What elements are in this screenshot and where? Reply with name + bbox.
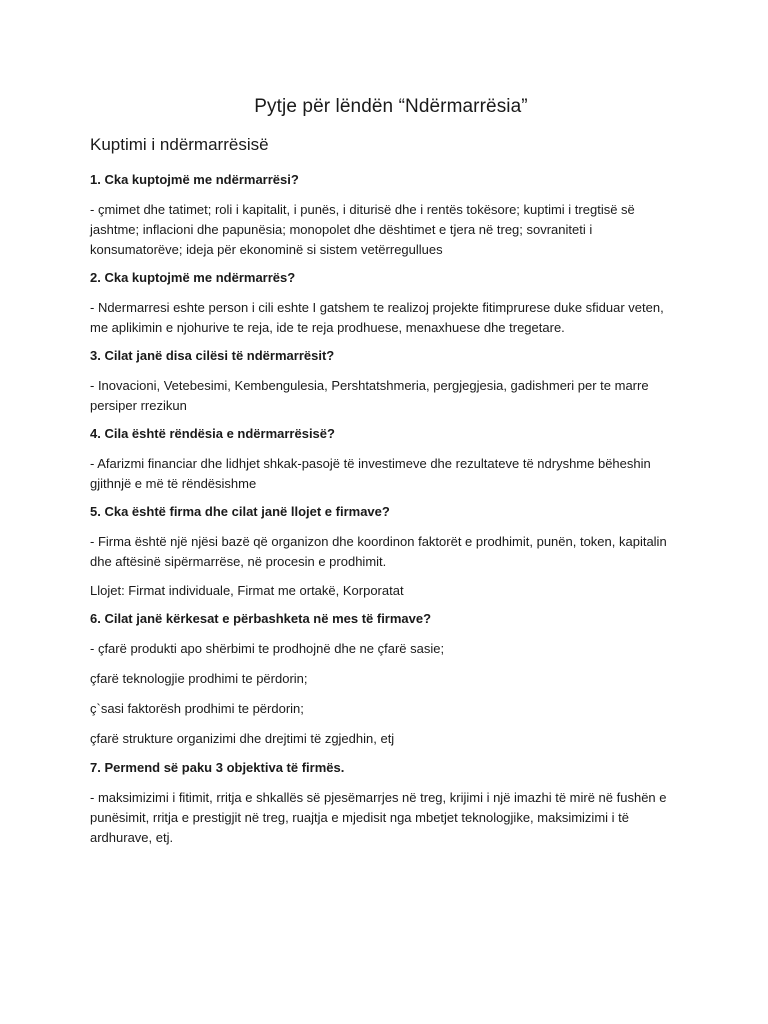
question-7: 7. Permend së paku 3 objektiva të firmës. [90, 760, 345, 775]
question-5: 5. Cka është firma dhe cilat janë llojet e firmave? [90, 504, 390, 519]
answer-3: - Inovacioni, Vetebesimi, Kembengulesia, Pershtatshmeria, pergjegjesia, gadishmeri per te marre persiper rrezikun [90, 378, 649, 413]
answer-6-item-4: çfarë strukture organizimi dhe drejtimi të zgjedhin, etj [90, 731, 395, 746]
document-title: Pytje për lëndën “Ndërmarrësia” [254, 96, 528, 117]
answer-6-item-2: çfarë teknologjie prodhimi te përdorin; [90, 671, 308, 686]
question-4: 4. Cila është rëndësia e ndërmarrësisë? [90, 426, 335, 441]
answer-5-types: Llojet: Firmat individuale, Firmat me ortakë, Korporatat [90, 583, 404, 598]
question-1: 1. Cka kuptojmë me ndërmarrësi? [90, 172, 299, 187]
document-content [90, 96, 680, 857]
answer-1: - çmimet dhe tatimet; roli i kapitalit, i punës, i diturisë dhe i rentës tokësore; kuptimi i tregtisë së jashtme; inflacioni dhe papunësia; monopolet dhe dështimet e tjera në treg; sovraniteti i konsumatorëve; ideja për ekonominë si sistem vetërregullues [90, 202, 635, 257]
answer-6-item-1: - çfarë produkti apo shërbimi te prodhojnë dhe ne çfarë sasie; [90, 641, 445, 656]
answer-6-item-3: ç`sasi faktorësh prodhimi te përdorin; [90, 701, 304, 716]
answer-2: - Ndermarresi eshte person i cili eshte I gatshem te realizoj projekte fitimprurese duke sfiduar veten, me aplikimin e njohurive te reja, ide te reja prodhuese, menaxhuese dhe tregetare. [90, 300, 664, 335]
question-6: 6. Cilat janë kërkesat e përbashketa në mes të firmave? [90, 611, 432, 626]
section-heading: Kuptimi i ndërmarrësisë [90, 135, 269, 154]
answer-5: - Firma është një njësi bazë që organizon dhe koordinon faktorët e prodhimit, punën, token, kapitalin dhe aftësinë sipërmarrëse, në procesin e prodhimit. [90, 534, 667, 569]
question-3: 3. Cilat janë disa cilësi të ndërmarrësit? [90, 348, 335, 363]
answer-4: - Afarizmi financiar dhe lidhjet shkak-pasojë të investimeve dhe rezultateve të ndryshme bëheshin gjithnjë e më të rëndësishme [90, 456, 651, 491]
question-2: 2. Cka kuptojmë me ndërmarrës? [90, 270, 296, 285]
answer-7: - maksimizimi i fitimit, rritja e shkallës së pjesëmarrjes në treg, krijimi i një imazhi të mirë në fushën e punësimit, rritja e prestigjit në treg, ruajtja e mjedisit nga mbetjet teknologjike, maksimizimi i të ardhurave, etj. [90, 790, 667, 845]
